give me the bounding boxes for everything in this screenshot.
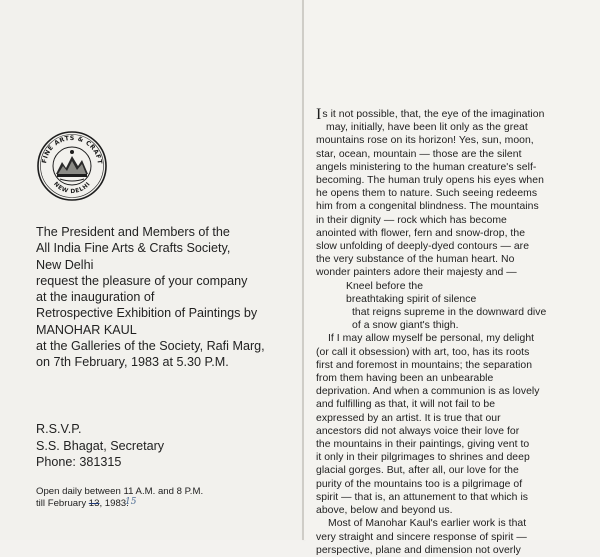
handwritten-correction: 15	[125, 497, 137, 507]
essay-line: angels ministering to the human creature's self-	[316, 161, 537, 173]
essay-line: the mountains in their paintings, giving vent to	[316, 439, 530, 451]
closing-date-prefix: till February	[36, 498, 89, 510]
essay-line: perspective, plane and dimension not overly	[316, 544, 521, 556]
essay-line: above, below and beyond us.	[316, 505, 453, 517]
rsvp-contact-name: S.S. Bhagat, Secretary	[36, 438, 165, 453]
essay-line: may, initially, have been lit only as the great	[326, 122, 528, 134]
essay-line: it only in their pilgrimages to shrines and deep	[316, 452, 530, 464]
essay-line: and fulfilling as that, it will not fail to be	[316, 399, 496, 411]
invitation-line: request the pleasure of your company	[36, 273, 248, 288]
struck-date: 13	[88, 498, 100, 510]
opening-hours	[36, 486, 276, 511]
essay-line: of a snow giant's thigh.	[352, 320, 459, 332]
essay-text	[316, 108, 594, 557]
essay-line: glacial gorges. But, after all, our love for the	[316, 465, 519, 477]
essay-line: in their dignity — rock which has become	[316, 214, 507, 226]
essay-line: he opens them to nature. Such seeing redeems	[316, 188, 538, 200]
essay-line: first and foremost in mountains; the separation	[316, 359, 533, 371]
society-seal	[36, 130, 108, 202]
seal-ring-text: FINE ARTS & CRAFT	[41, 134, 104, 165]
essay-line: becoming. The human truly opens his eyes when	[316, 175, 544, 187]
closing-date-suffix: , 1983.	[99, 498, 129, 510]
essay-line: (or call it obsession) with art, too, has its roots	[316, 346, 530, 358]
essay-line: him from a congenital blindness. The mountains	[316, 201, 539, 213]
event-date-line: on 7th February, 1983 at 5.30 P.M.	[36, 355, 229, 370]
essay-line: s it not possible, that, the eye of the imagination	[322, 109, 545, 120]
essay-line: spirit — that is, an attunement to that which is	[316, 491, 529, 503]
essay-line: deprivation. And when a communion is as lovely	[316, 386, 540, 398]
invitation-line: All India Fine Arts & Crafts Society,	[36, 241, 231, 256]
essay-line: the very substance of the human heart. No	[316, 254, 515, 266]
essay-line: purity of the mountains too is a pilgrimage of	[316, 478, 523, 490]
essay-line: mountains rose on its horizon! Yes, sun, moon,	[316, 135, 534, 147]
essay-first-line	[316, 108, 594, 121]
society-seal-icon	[36, 130, 108, 202]
artist-name: MANOHAR KAUL	[36, 322, 137, 337]
essay-line: slow unfolding of deeply-dyed contours — are	[316, 241, 530, 253]
essay-line: If I may allow myself be personal, my delight	[328, 333, 535, 345]
invitation-line: New Delhi	[36, 257, 94, 272]
rsvp-block	[36, 421, 276, 471]
essay-line: from them having been an unbearable	[316, 373, 494, 385]
invitation-text	[36, 224, 298, 371]
essay-line: that reigns supreme in the downward dive	[352, 307, 547, 319]
essay-dropcap: I	[316, 106, 322, 123]
essay-lines	[316, 121, 594, 557]
invitation-line: Retrospective Exhibition of Paintings by	[36, 306, 258, 321]
essay-line: star, ocean, mountain — those are the silent	[316, 148, 522, 160]
essay-line: wonder painters adore their majesty and —	[316, 267, 517, 279]
closing-date-line	[36, 498, 276, 510]
card-left-panel	[0, 0, 302, 540]
invitation-line: at the inauguration of	[36, 290, 155, 305]
essay-line: anointed with flower, fern and snow-drop, the	[316, 227, 526, 239]
rsvp-heading: R.S.V.P.	[36, 422, 82, 436]
essay-line: very straight and sincere response of spirit —	[316, 531, 527, 543]
seal-emblem	[56, 150, 88, 181]
hours-line: Open daily between 11 A.M. and 8 P.M.	[36, 486, 204, 497]
svg-text:NEW DELHI	[52, 181, 92, 195]
essay-line: ancestors did not always voice their love for	[316, 425, 520, 437]
essay-line: expressed by an artist. It is true that our	[316, 412, 501, 424]
invitation-line: at the Galleries of the Society, Rafi Marg,	[36, 339, 265, 354]
invitation-line: The President and Members of the	[36, 225, 230, 239]
essay-line: Kneel before the	[346, 280, 424, 292]
rsvp-phone: Phone: 381315	[36, 455, 122, 469]
essay-line: Most of Manohar Kaul's earlier work is that	[328, 518, 527, 530]
seal-bottom-text: NEW DELHI	[52, 181, 92, 196]
essay-line: breathtaking spirit of silence	[346, 293, 477, 305]
